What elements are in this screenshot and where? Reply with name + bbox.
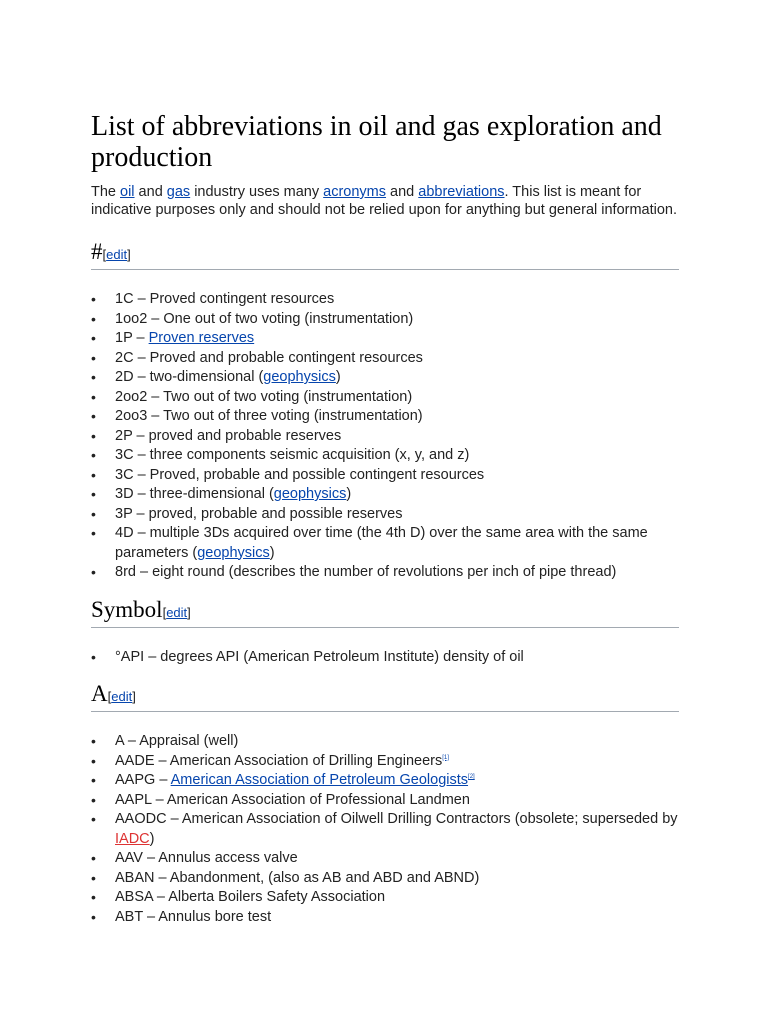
item-text: ): [149, 830, 155, 847]
abbreviation-list: [91, 290, 679, 583]
item-redlink[interactable]: IADC: [115, 830, 150, 847]
edit-section: [108, 689, 136, 704]
item-link[interactable]: geophysics: [273, 486, 347, 502]
item-text: 2P – proved and probable reserves: [115, 427, 342, 444]
list-item: [91, 849, 679, 869]
item-text: 2C – Proved and probable contingent resources: [115, 349, 423, 366]
list-item: [91, 427, 679, 447]
item-text: 3P – proved, probable and possible reserves: [115, 505, 403, 522]
list-item: [91, 368, 679, 388]
intro-text: The: [91, 184, 121, 200]
intro-paragraph: [91, 183, 679, 219]
list-item: [91, 407, 679, 427]
citation-link[interactable]: [1]: [442, 754, 449, 761]
item-text: 8rd – eight round (describes the number of revolutions per inch of pipe thread): [115, 564, 617, 580]
list-item: [91, 869, 679, 889]
edit-bracket-close: ]: [132, 689, 136, 704]
edit-section: [163, 605, 191, 620]
item-text: AAV – Annulus access valve: [115, 850, 298, 866]
item-link[interactable]: Proven reserves: [148, 330, 255, 346]
edit-bracket-open: [: [107, 689, 112, 704]
item-text: 4D – multiple 3Ds acquired over time (the 4th D) over the same area with the same parameters (: [115, 525, 648, 561]
abbreviations-link[interactable]: abbreviations: [418, 184, 505, 200]
list-item: [91, 771, 679, 791]
edit-link[interactable]: edit: [111, 689, 133, 704]
edit-bracket-open: [: [162, 604, 167, 620]
item-link[interactable]: geophysics: [263, 369, 336, 385]
item-text: 3C – Proved, probable and possible contingent resources: [115, 466, 485, 483]
edit-bracket-close: ]: [187, 604, 191, 620]
item-text: A – Appraisal (well): [115, 733, 239, 749]
list-item: [91, 908, 679, 928]
list-item: [91, 290, 679, 310]
citation-link[interactable]: [2]: [468, 774, 475, 781]
list-item: [91, 648, 679, 668]
list-item: [91, 329, 679, 349]
acronyms-link[interactable]: acronyms: [323, 184, 387, 200]
item-text: AAPL – American Association of Professional Landmen: [115, 791, 470, 808]
edit-link[interactable]: edit: [106, 247, 128, 262]
item-text: ): [269, 544, 275, 561]
intro-text: and: [134, 184, 167, 200]
abbreviation-list: [91, 648, 679, 668]
item-link[interactable]: American Association of Petroleum Geologists: [170, 772, 469, 788]
item-text: 2D – two-dimensional (: [115, 369, 264, 385]
list-item: [91, 810, 679, 849]
abbreviation-list: [91, 732, 679, 927]
item-link[interactable]: geophysics: [197, 544, 270, 561]
section-heading-text: #: [91, 239, 103, 264]
intro-text: industry uses many: [190, 184, 324, 200]
item-text: ): [335, 369, 341, 385]
item-text: ): [346, 486, 352, 502]
list-item: [91, 563, 679, 583]
citation-ref: [442, 755, 449, 761]
oil-link[interactable]: oil: [120, 184, 135, 200]
item-text: 2oo3 – Two out of three voting (instrumentation): [115, 408, 423, 424]
citation-ref: [468, 774, 475, 780]
list-item: [91, 446, 679, 466]
section-a: [91, 681, 679, 927]
section-heading-text: Symbol: [91, 596, 163, 622]
list-item: [91, 310, 679, 330]
list-item: [91, 752, 679, 772]
item-text: ABT – Annulus bore test: [115, 908, 272, 925]
section-heading-text: A: [91, 681, 108, 706]
list-item: [91, 505, 679, 525]
section-symbol: [91, 597, 679, 668]
item-text: 2oo2 – Two out of two voting (instrumentation): [115, 388, 413, 405]
intro-text: and: [386, 184, 419, 200]
list-item: [91, 388, 679, 408]
gas-link[interactable]: gas: [166, 184, 191, 200]
list-item: [91, 485, 679, 505]
item-text: 1C – Proved contingent resources: [115, 291, 335, 307]
item-text: ABAN – Abandonment, (also as AB and ABD and ABND): [115, 869, 480, 886]
list-item: [91, 791, 679, 811]
section-heading: [91, 239, 679, 270]
list-item: [91, 888, 679, 908]
section-heading: [91, 597, 679, 628]
item-text: ABSA – Alberta Boilers Safety Association: [115, 889, 386, 905]
item-text: 1oo2 – One out of two voting (instrumentation): [115, 310, 414, 327]
article-content: [91, 111, 679, 933]
item-text: AAPG –: [115, 772, 171, 788]
edit-link[interactable]: edit: [166, 604, 188, 620]
section-hash: [91, 239, 679, 583]
edit-section: [103, 247, 131, 262]
page-title: List of abbreviations in oil and gas exploration and production: [91, 111, 662, 173]
list-item: [91, 349, 679, 369]
item-text: AAODC – American Association of Oilwell Drilling Contractors (obsolete; superseded by: [115, 811, 678, 827]
intro-text: . This list is meant for indicative purposes only and should not be relied upon for anything but general information.: [91, 184, 678, 218]
section-heading: [91, 681, 679, 712]
edit-bracket-close: ]: [127, 247, 131, 262]
list-item: [91, 732, 679, 752]
list-item: [91, 466, 679, 486]
item-text: 1P –: [115, 330, 149, 346]
item-text: °API – degrees API (American Petroleum Institute) density of oil: [115, 648, 524, 665]
item-text: 3D – three-dimensional (: [115, 486, 274, 502]
edit-bracket-open: [: [102, 247, 107, 262]
item-text: AADE – American Association of Drilling Engineers: [115, 752, 443, 769]
list-item: [91, 524, 679, 563]
item-text: 3C – three components seismic acquisition (x, y, and z): [115, 447, 470, 463]
